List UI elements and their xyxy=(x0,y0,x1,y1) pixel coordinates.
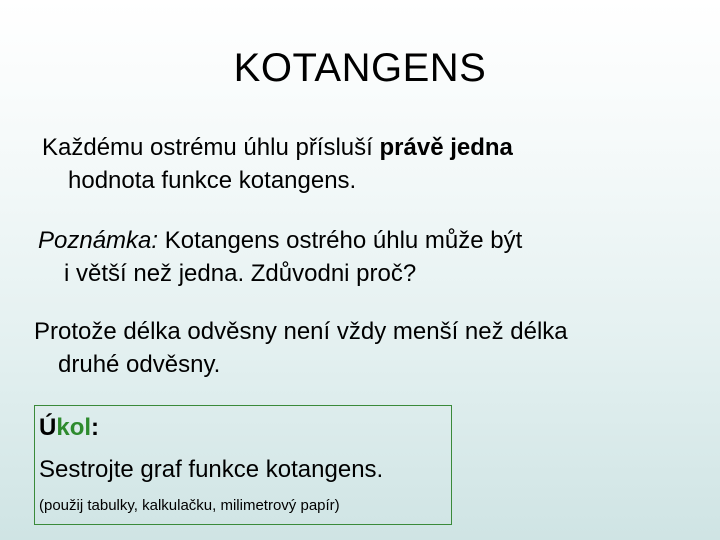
task-heading-accent: kol xyxy=(56,414,92,441)
slide-title: KOTANGENS xyxy=(233,46,487,90)
task-text: Sestrojte graf funkce kotangens. xyxy=(39,456,384,483)
paragraph-answer xyxy=(34,315,694,381)
note-label: Poznámka: xyxy=(38,227,159,254)
paragraph-note xyxy=(38,224,688,290)
definition-line-2: hodnota funkce kotangens. xyxy=(68,167,357,194)
answer-line-1: Protože délka odvěsny není vždy menší než délka xyxy=(34,318,568,345)
task-heading-colon: : xyxy=(91,414,100,441)
paragraph-definition xyxy=(42,131,682,197)
definition-text: Každému ostrému úhlu přísluší xyxy=(42,134,380,161)
note-text: Kotangens ostrého úhlu může být xyxy=(158,227,523,254)
note-line-2: i větší než jedna. Zdůvodni proč? xyxy=(64,260,417,287)
answer-line-2: druhé odvěsny. xyxy=(58,351,221,378)
definition-emphasis: právě jedna xyxy=(379,134,513,161)
task-heading-first: Ú xyxy=(39,414,57,441)
task-note: (použij tabulky, kalkulačku, milimetrový papír) xyxy=(39,497,340,514)
task-heading xyxy=(39,413,99,443)
task-box xyxy=(34,405,452,525)
